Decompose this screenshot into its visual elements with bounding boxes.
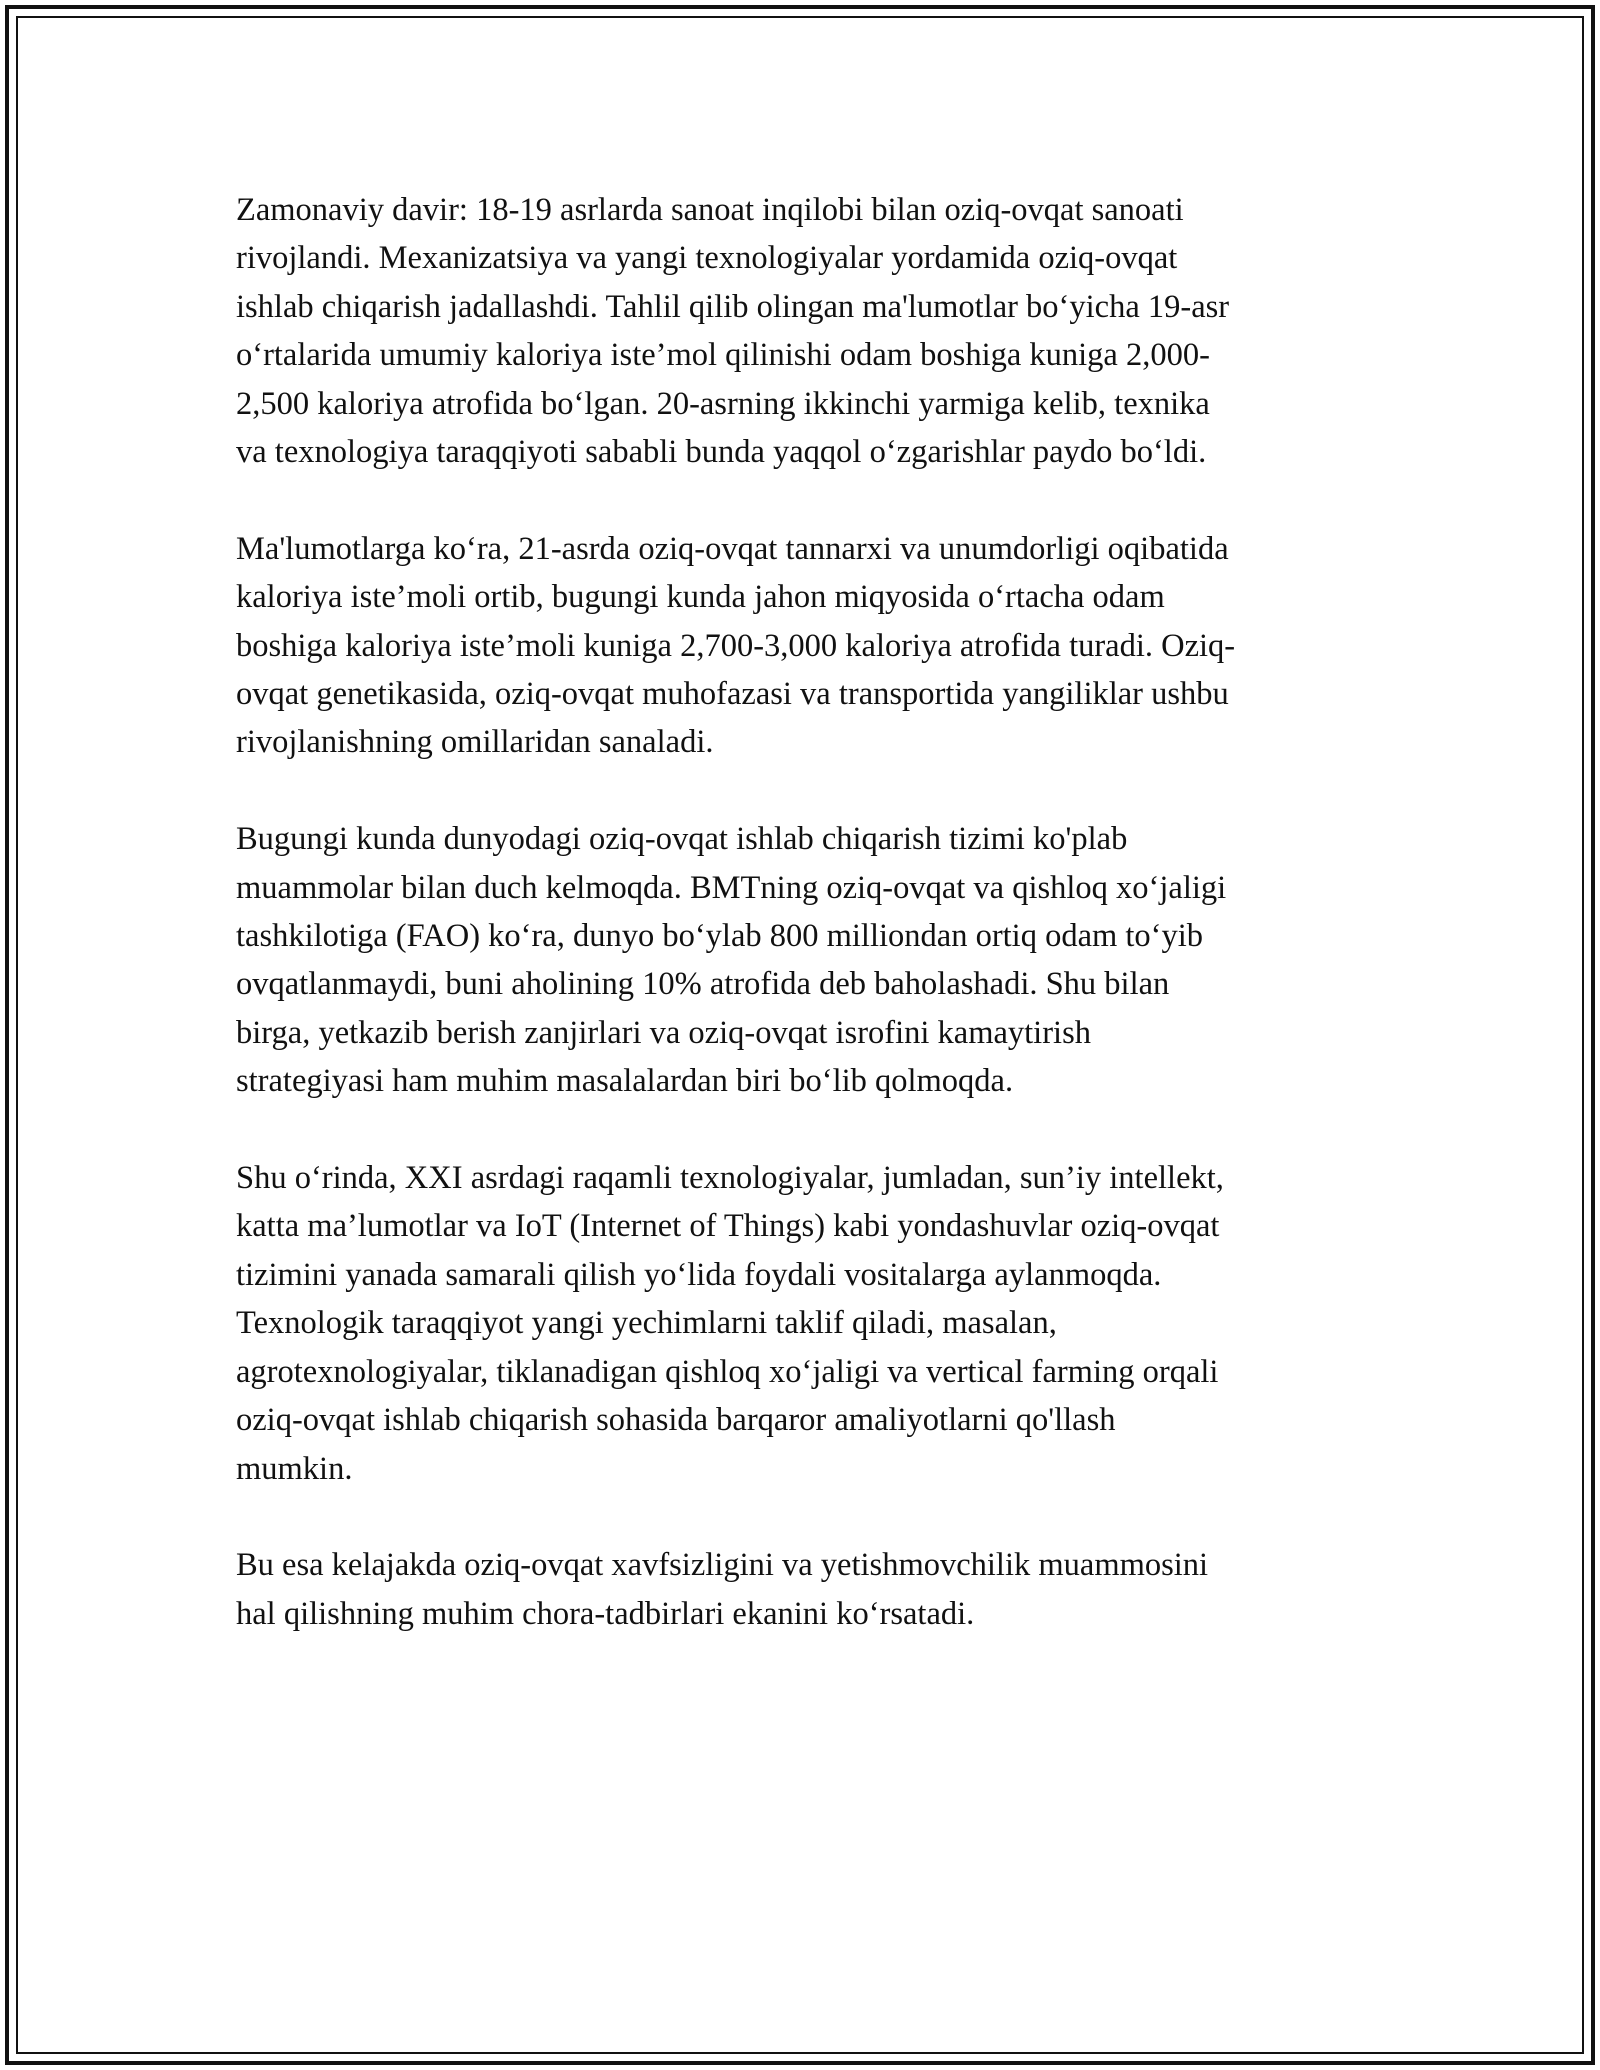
- text-line: Shu o‘rinda, XXI asrdagi raqamli texnologiyalar, jumladan, sun’iy intellekt,: [236, 1160, 1224, 1197]
- text-line: Bu esa kelajakda oziq-ovqat xavfsizligini va yetishmovchilik muammosini: [236, 1547, 1209, 1584]
- text-line: tizimini yanada samarali qilish yo‘lida foydali vositalarga aylanmoqda.: [236, 1256, 1162, 1293]
- text-line: muammolar bilan duch kelmoqda. BMTning oziq-ovqat va qishloq xo‘jaligi: [236, 869, 1227, 906]
- paragraph-conclusion: [236, 1541, 1376, 1638]
- text-line: kaloriya iste’moli ortib, bugungi kunda jahon miqyosida o‘rtacha odam: [236, 579, 1165, 616]
- paragraph-current-problems: [236, 815, 1376, 1105]
- text-line: ovqatlanmaydi, buni aholining 10% atrofida deb baholashadi. Shu bilan: [236, 966, 1170, 1003]
- text-line: hal qilishning muhim chora-tadbirlari ekanini ko‘rsatadi.: [236, 1595, 975, 1632]
- text-line: o‘rtalarida umumiy kaloriya iste’mol qilinishi odam boshiga kuniga 2,000-: [236, 337, 1210, 374]
- text-line: ishlab chiqarish jadallashdi. Tahlil qilib olingan ma'lumotlar bo‘yicha 19-asr: [236, 288, 1230, 325]
- paragraph-21st-century: [236, 525, 1376, 767]
- paragraph-modern-era: [236, 186, 1376, 476]
- text-line: Texnologik taraqqiyot yangi yechimlarni taklif qiladi, masalan,: [236, 1305, 1057, 1342]
- text-line: oziq-ovqat ishlab chiqarish sohasida barqaror amaliyotlarni qo'llash: [236, 1402, 1116, 1439]
- text-line: va texnologiya taraqqiyoti sababli bunda yaqqol o‘zgarishlar paydo bo‘ldi.: [236, 434, 1207, 471]
- text-line: rivojlanishning omillaridan sanaladi.: [236, 724, 714, 761]
- text-line: Zamonaviy davir: 18-19 asrlarda sanoat inqilobi bilan oziq-ovqat sanoati: [236, 192, 1184, 228]
- text-line: strategiyasi ham muhim masalalardan biri bo‘lib qolmoqda.: [236, 1063, 1014, 1100]
- text-line: birga, yetkazib berish zanjirlari va oziq-ovqat isrofini kamaytirish: [236, 1014, 1091, 1051]
- text-line: ovqat genetikasida, oziq-ovqat muhofazasi va transportida yangiliklar ushbu: [236, 676, 1229, 713]
- text-line: mumkin.: [236, 1450, 353, 1487]
- text-line: katta ma’lumotlar va IoT (Internet of Things) kabi yondashuvlar oziq-ovqat: [236, 1208, 1220, 1245]
- text-line: rivojlandi. Mexanizatsiya va yangi texnologiyalar yordamida oziq-ovqat: [236, 240, 1178, 277]
- text-line: boshiga kaloriya iste’moli kuniga 2,700-3,000 kaloriya atrofida turadi. Oziq-: [236, 627, 1236, 664]
- text-line: agrotexnologiyalar, tiklanadigan qishloq xo‘jaligi va vertical farming orqali: [236, 1353, 1219, 1390]
- text-line: Bugungi kunda dunyodagi oziq-ovqat ishlab chiqarish tizimi ko'plab: [236, 821, 1128, 858]
- document-body: [236, 186, 1376, 1687]
- paragraph-digital-technologies: [236, 1154, 1376, 1493]
- text-line: Ma'lumotlarga ko‘ra, 21-asrda oziq-ovqat tannarxi va unumdorligi oqibatida: [236, 530, 1229, 567]
- text-line: tashkilotiga (FAO) ko‘ra, dunyo bo‘ylab 800 milliondan ortiq odam to‘yib: [236, 918, 1204, 955]
- text-line: 2,500 kaloriya atrofida bo‘lgan. 20-asrning ikkinchi yarmiga kelib, texnika: [236, 385, 1210, 422]
